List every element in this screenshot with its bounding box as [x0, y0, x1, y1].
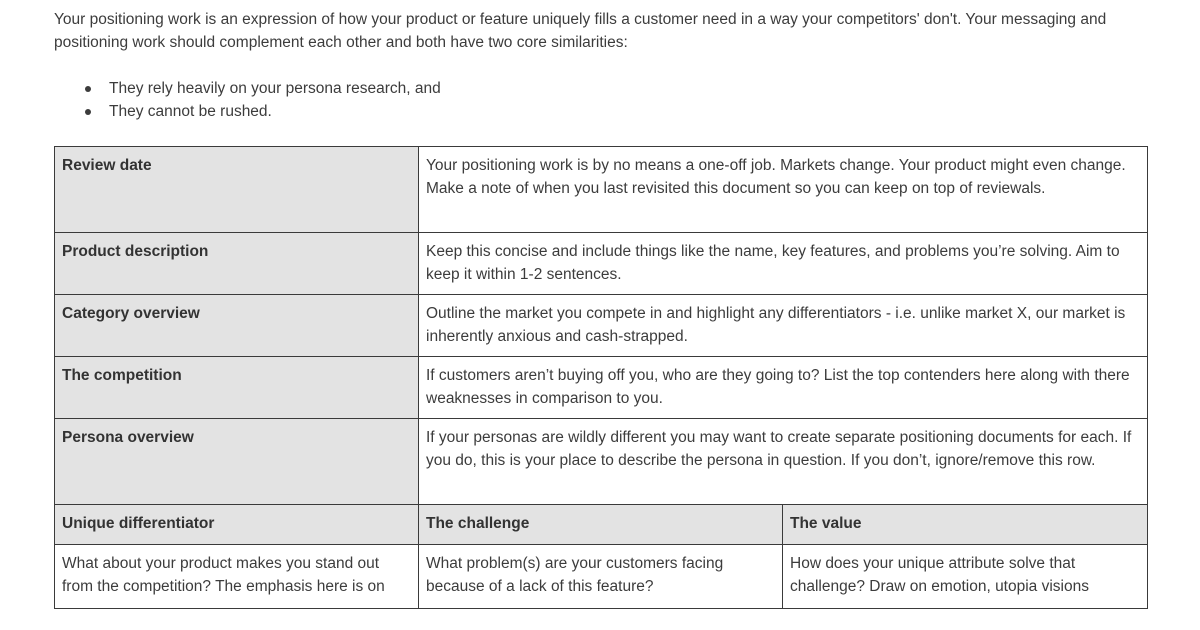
table-row — [55, 357, 1148, 419]
table-row — [55, 233, 1148, 295]
header-challenge: The challenge — [419, 505, 783, 545]
bullet-text: They cannot be rushed. — [109, 103, 272, 120]
row-text-persona-overview: If your personas are wildly different you may want to create separate positioning documents for each. If you do, this is your place to describe the persona in question. If you don’t, ignore/remove this row. — [419, 419, 1148, 505]
cell-differentiator-text: What about your product makes you stand out from the competition? The emphasis here is on — [55, 545, 419, 609]
row-label-product-description: Product description — [55, 233, 419, 295]
row-label-category-overview: Category overview — [55, 295, 419, 357]
row-text-product-description: Keep this concise and include things like the name, key features, and problems you’re solving. Aim to keep it within 1-2 sentences. — [419, 233, 1148, 295]
row-label-competition: The competition — [55, 357, 419, 419]
row-label-persona-overview: Persona overview — [55, 419, 419, 505]
bullet-item — [54, 77, 441, 100]
bullet-dot — [85, 109, 91, 115]
cell-value-text: How does your unique attribute solve that challenge? Draw on emotion, utopia visions — [783, 545, 1148, 609]
row-text-competition: If customers aren’t buying off you, who are they going to? List the top contenders here along with there weaknesses in comparison to you. — [419, 357, 1148, 419]
header-unique-differentiator: Unique differentiator — [55, 505, 419, 545]
row-label-review-date: Review date — [55, 147, 419, 233]
table-row — [55, 419, 1148, 505]
table-header-row — [55, 505, 1148, 545]
table-row — [55, 295, 1148, 357]
bullet-item — [54, 100, 441, 123]
table-row — [55, 147, 1148, 233]
bullet-list — [54, 77, 441, 123]
positioning-table — [54, 146, 1148, 609]
cell-challenge-text: What problem(s) are your customers facing because of a lack of this feature? — [419, 545, 783, 609]
row-text-review-date: Your positioning work is by no means a one-off job. Markets change. Your product might even change. Make a note of when you last revisited this document so you can keep on top of reviewals. — [419, 147, 1148, 233]
intro-paragraph: Your positioning work is an expression of how your product or feature uniquely fills a customer need in a way your competitors' don't. Your messaging and positioning work should complement each other and both have two core similarities: — [54, 11, 1107, 51]
header-value: The value — [783, 505, 1148, 545]
bullet-dot — [85, 86, 91, 92]
table-row — [55, 545, 1148, 609]
bullet-text: They rely heavily on your persona research, and — [109, 80, 441, 97]
row-text-category-overview: Outline the market you compete in and highlight any differentiators - i.e. unlike market X, our market is inherently anxious and cash-strapped. — [419, 295, 1148, 357]
